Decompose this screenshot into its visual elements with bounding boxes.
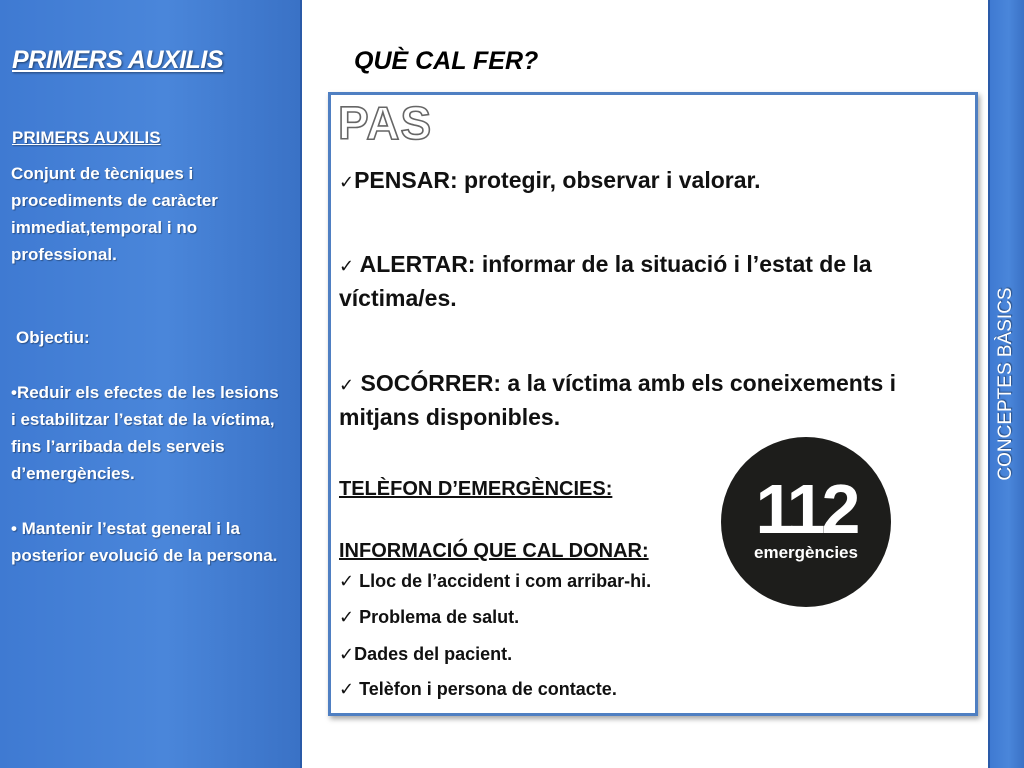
- side-strip-label: CONCEPTES BÀSICS: [995, 287, 1016, 481]
- step-socorrer: [339, 367, 959, 433]
- check-icon: ✓: [339, 644, 355, 664]
- check-icon: ✓: [339, 571, 355, 591]
- check-icon: ✓: [339, 679, 355, 699]
- page-heading: QUÈ CAL FER?: [354, 47, 539, 75]
- step-alertar-text: ALERTAR: informar de la situació i l’estat de la víctima/es.: [339, 251, 872, 311]
- info-item: [339, 644, 512, 665]
- emergency-112-logo: [721, 437, 891, 607]
- step-pensar-text: PENSAR: protegir, observar i valorar.: [354, 167, 761, 193]
- info-item: [339, 607, 519, 628]
- pas-title: PAS: [338, 97, 433, 149]
- sidebar-bullet-1: •Reduir els efectes de les lesions i estabilitzar l’estat de la víctima, fins l’arribada dels serveis d’emergències.: [11, 383, 279, 483]
- step-socorrer-text: SOCÓRRER: a la víctima amb els coneixements i mitjans disponibles.: [339, 370, 897, 430]
- sidebar-bullet-2: • Mantenir l’estat general i la posterior evolució de la persona.: [11, 519, 278, 565]
- emergency-heading: TELÈFON D’EMERGÈNCIES:: [339, 478, 613, 500]
- step-pensar: [339, 164, 959, 198]
- info-item: [339, 679, 617, 700]
- check-icon: ✓: [339, 375, 355, 395]
- sidebar-definition: Conjunt de tècniques i procediments de caràcter immediat,temporal i no professional.: [11, 164, 218, 264]
- step-alertar: [339, 248, 959, 314]
- info-item-text: Problema de salut.: [354, 607, 520, 627]
- check-icon: ✓: [339, 607, 355, 627]
- info-item-text: Telèfon i persona de contacte.: [354, 679, 617, 699]
- info-item-text: Dades del pacient.: [354, 644, 513, 664]
- info-heading: INFORMACIÓ QUE CAL DONAR:: [339, 540, 649, 562]
- sidebar-panel: [0, 0, 302, 768]
- badge-number: 112: [755, 470, 857, 548]
- sidebar-objective-label: Objectiu:: [16, 328, 90, 347]
- sidebar-title: PRIMERS AUXILIS: [12, 46, 224, 74]
- sidebar-subtitle: PRIMERS AUXILIS: [12, 128, 161, 147]
- info-item: [339, 571, 651, 592]
- badge-label: emergències: [754, 543, 858, 562]
- check-icon: ✓: [339, 256, 355, 276]
- info-item-text: Lloc de l’accident i com arribar-hi.: [354, 571, 652, 591]
- check-icon: ✓: [339, 172, 355, 192]
